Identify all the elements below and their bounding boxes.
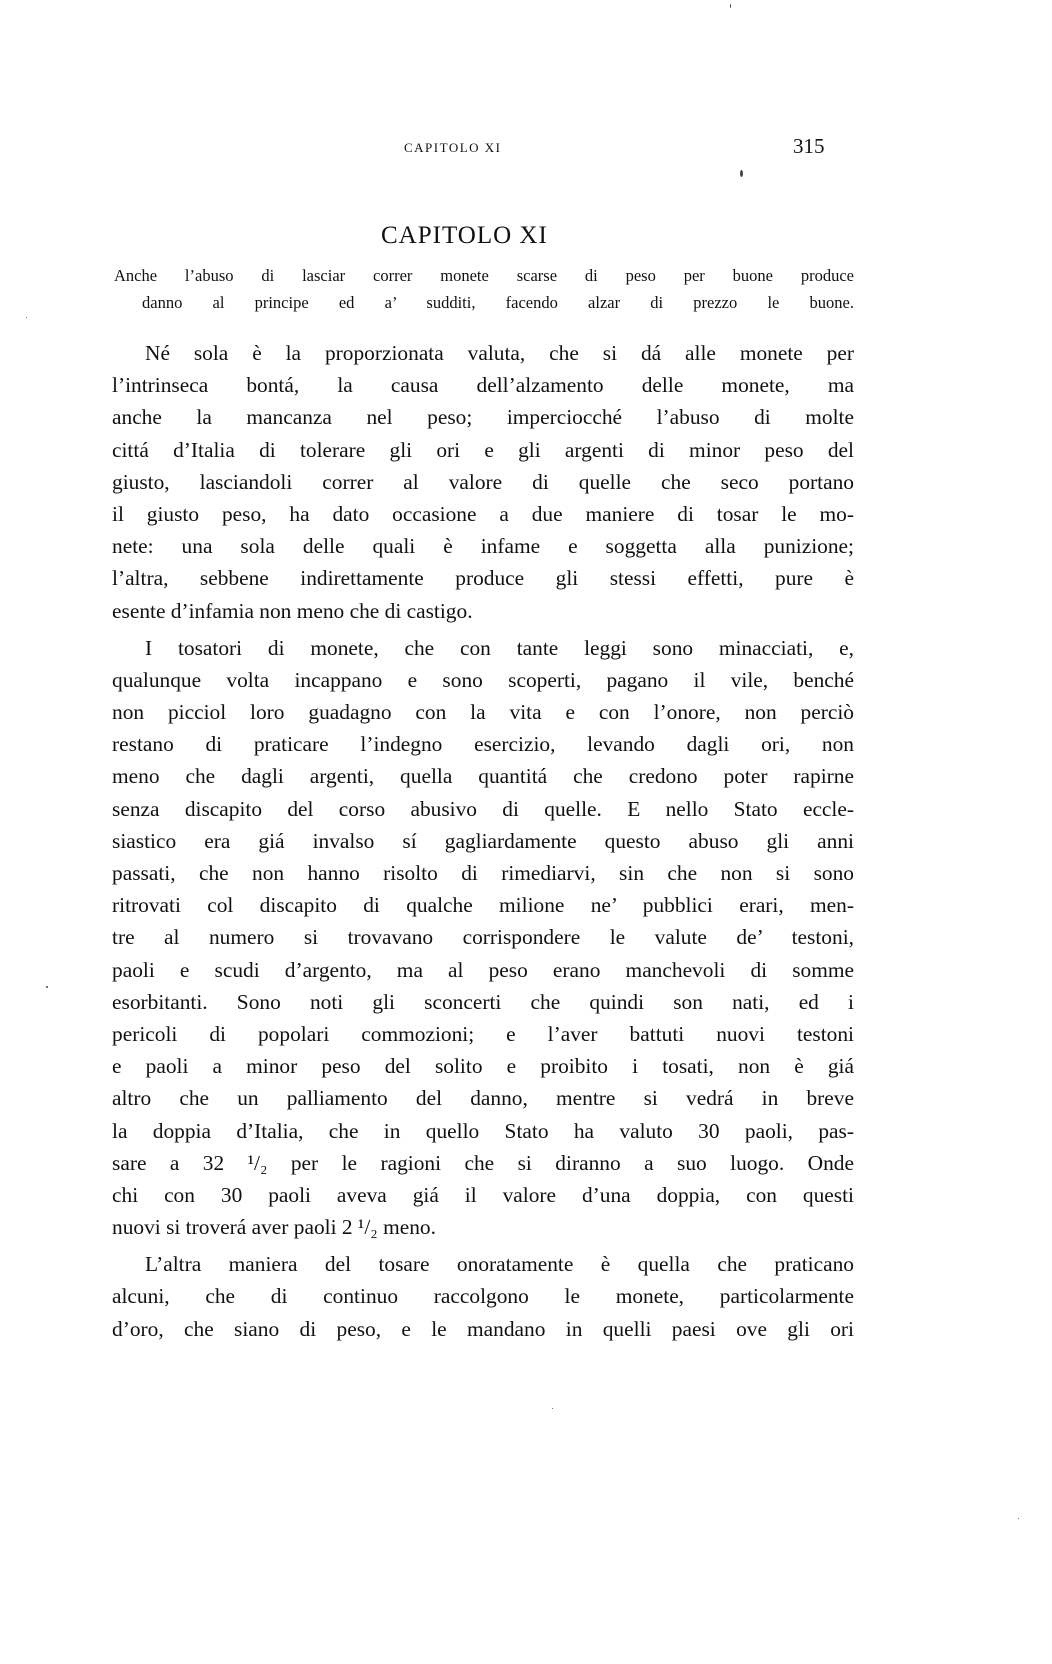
text-line: non picciol loro guadagno con la vita e con l’onore, non perciò	[112, 700, 854, 725]
summary-line: Anche l’abuso di lasciar correr monete scarse di peso per buone produce	[114, 266, 854, 285]
text-line: L’altra maniera del tosare onoratamente è quella che praticano	[145, 1252, 854, 1277]
text-line: Né sola è la proporzionata valuta, che si dá alle monete per	[145, 341, 854, 365]
scan-speck	[1018, 1518, 1019, 1519]
scan-speck	[740, 170, 743, 177]
text-line: nete: una sola delle quali è infame e soggetta alla punizione;	[112, 534, 854, 559]
text-line: nuovi si troverá aver paoli 2 ¹/₂ meno.	[112, 1215, 436, 1240]
text-line: siastico era giá invalso sí gagliardamente questo abuso gli anni	[112, 828, 854, 853]
text-line: senza discapito del corso abusivo di quelle. E nello Stato eccle-	[112, 796, 854, 821]
text-line: esente d’infamia non meno che di castigo.	[112, 598, 473, 623]
text-line: paoli e scudi d’argento, ma al peso erano manchevoli di somme	[112, 957, 854, 982]
scan-speck	[26, 317, 27, 318]
text-line: chi con 30 paoli aveva giá il valore d’una doppia, con questi	[112, 1182, 854, 1207]
scan-speck	[552, 1408, 553, 1409]
text-line: pericoli di popolari commozioni; e l’aver battuti nuovi testoni	[112, 1021, 854, 1046]
paragraph-1	[112, 337, 854, 627]
text-line: ritrovati col discapito di qualche milione ne’ pubblici erari, men-	[112, 893, 854, 918]
text-line: l’altra, sebbene indirettamente produce gli stessi effetti, pure è	[112, 566, 854, 591]
text-line: altro che un palliamento del danno, mentre si vedrá in breve	[112, 1086, 854, 1111]
scan-speck	[730, 4, 731, 8]
running-head-title: CAPITOLO XI	[404, 140, 502, 155]
text-line: anche la mancanza nel peso; imperciocché l’abuso di molte	[112, 405, 854, 430]
text-line: cittá d’Italia di tolerare gli ori e gli argenti di minor peso del	[112, 437, 854, 462]
text-line: esorbitanti. Sono noti gli sconcerti che quindi son nati, ed i	[112, 989, 854, 1014]
text-line: tre al numero si trovavano corrispondere le valute de’ testoni,	[112, 925, 854, 950]
text-line: e paoli a minor peso del solito e proibito i tosati, non è giá	[112, 1054, 854, 1079]
paragraph-3	[112, 1248, 854, 1345]
page-number: 315	[793, 134, 825, 158]
text-line: il giusto peso, ha dato occasione a due maniere di tosar le mo-	[112, 501, 854, 526]
text-line: I tosatori di monete, che con tante leggi sono minacciati, e,	[145, 635, 854, 660]
scan-speck	[46, 986, 48, 988]
text-line: qualunque volta incappano e sono scoperti, pagano il vile, benché	[112, 667, 854, 692]
text-line: restano di praticare l’indegno esercizio, levando dagli ori, non	[112, 732, 854, 757]
text-line: passati, che non hanno risolto di rimediarvi, sin che non si sono	[112, 861, 854, 885]
text-line: meno che dagli argenti, quella quantitá che credono poter rapirne	[112, 764, 854, 789]
text-line: giusto, lasciandoli correr al valore di quelle che seco portano	[112, 469, 854, 494]
chapter-summary	[114, 262, 854, 316]
summary-line: danno al principe ed a’ sudditi, facendo alzar di prezzo le buone.	[142, 293, 854, 312]
text-line: la doppia d’Italia, che in quello Stato ha valuto 30 paoli, pas-	[112, 1118, 854, 1143]
text-line: l’intrinseca bontá, la causa dell’alzamento delle monete, ma	[112, 373, 854, 398]
paragraph-2	[112, 632, 854, 1244]
chapter-title: CAPITOLO XI	[381, 222, 548, 249]
text-line: sare a 32 ¹/₂ per le ragioni che si diranno a suo luogo. Onde	[112, 1150, 854, 1175]
text-line: alcuni, che di continuo raccolgono le monete, particolarmente	[112, 1284, 854, 1309]
text-line: d’oro, che siano di peso, e le mandano in quelli paesi ove gli ori	[112, 1316, 854, 1341]
body-text	[112, 337, 854, 1345]
